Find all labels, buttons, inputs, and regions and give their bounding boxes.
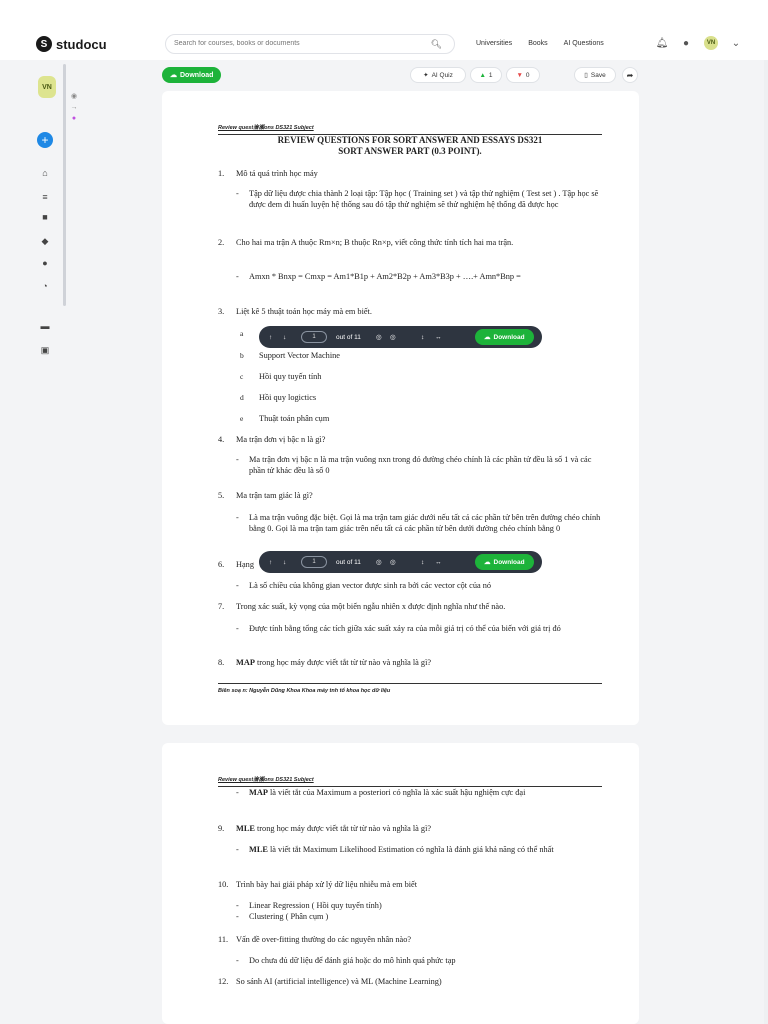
sidebar-avatar[interactable]: VN [38, 76, 56, 98]
main-scrollbar[interactable] [764, 60, 768, 1024]
groups-icon[interactable]: ● [42, 258, 48, 268]
courses-icon[interactable]: ◆ [41, 235, 49, 246]
page-nav-bar-2 [259, 551, 542, 573]
brand-name: studocu [56, 36, 107, 52]
like-button[interactable]: ▲ 1 [470, 67, 502, 83]
cloud-download-icon: ☁ [170, 72, 177, 79]
user-avatar[interactable]: VN [704, 36, 718, 50]
doc-title: REVIEW QUESTIONS FOR SORT ANSWER AND ESSAYS DS321 [277, 135, 543, 145]
document-page-2 [162, 743, 639, 1024]
document-icon[interactable]: ■ [42, 212, 48, 222]
page-count: out of 11 [336, 558, 361, 566]
left-sidebar [0, 60, 64, 1024]
dislike-button[interactable]: ▼ 0 [506, 67, 540, 83]
community-icon[interactable]: ● [682, 37, 690, 49]
search-box[interactable] [165, 34, 455, 54]
nav-ai-questions[interactable]: AI Questions [563, 40, 604, 47]
studocu-logo[interactable] [36, 36, 107, 52]
page-header: Review quest瀹瀬ons DS321 Subject [218, 123, 602, 135]
doc-subtitle: SORT ANSWER PART (0.3 POINT). [338, 145, 482, 156]
add-icon[interactable]: + [37, 132, 53, 148]
notification-bell-icon[interactable]: 🔔︎ [655, 37, 669, 49]
search-icon[interactable]: 🔍︎ [430, 39, 442, 49]
save-button[interactable]: ▯ Save [574, 67, 616, 83]
top-bar [0, 0, 768, 60]
page-2-content: Review quest瀹瀬ons DS321 Subject - MAP là viết tắt của Maximum a posteriori có nghĩa là xác suất hậu nghiệm cực đại 9. MLE trong học máy được viết tắt từ từ nào và nghĩa là gì? - MLE là viết tắt Maximum Likelihood Estimation có nghĩa là đánh giá khả năng có thể nhất 10. Trình bày hai giải pháp xử lý dữ liệu nhiễu mà em biết - Linear Regression ( Hồi quy tuyến tính) - Clustering ( Phân cụm ) 11. Vấn đề over-fitting thường do các nguyên nhân nào? - Do chưa đủ dữ liệu để đánh giá hoặc do mô hình quá phức tạp 12. So sánh AI (artificial intelligence) và ML (Machine Learning) [218, 775, 602, 1024]
info-icon[interactable]: ◉ [70, 93, 78, 100]
page-count: out of 11 [336, 333, 361, 341]
page-footer: Biên soạ n: Nguyễn Dũng Khoa Khoa máy tnh tổ khoa học dữ liệu [218, 688, 391, 694]
download-button[interactable]: ☁ Download [162, 67, 221, 83]
arrow-up-icon[interactable]: ↑ [269, 333, 273, 341]
fit-height-icon[interactable]: ↕ [421, 558, 425, 566]
nav-universities[interactable]: Universities [476, 40, 513, 47]
zoom-in-icon[interactable]: ◎ [376, 559, 382, 566]
chevron-down-icon[interactable]: ⌄ [731, 37, 741, 49]
arrow-up-icon[interactable]: ↑ [269, 558, 273, 566]
nav-books[interactable]: Books [528, 40, 548, 47]
ai-dot-icon[interactable]: ● [71, 114, 77, 122]
fit-width-icon[interactable]: ↔ [435, 333, 442, 341]
bookmark-icon: ▯ [584, 72, 588, 79]
search-input[interactable] [174, 40, 424, 47]
float-download-button[interactable]: ☁ Download [475, 554, 534, 570]
page-number-input[interactable]: 1 [301, 331, 327, 343]
share-button[interactable] [622, 67, 638, 83]
float-download-button[interactable]: ☁ Download [475, 329, 534, 345]
top-nav [476, 40, 604, 47]
arrow-down-icon[interactable]: ↓ [283, 333, 287, 341]
thumbs-down-icon: ▼ [516, 71, 523, 79]
fit-height-icon[interactable]: ↕ [421, 333, 425, 341]
ai-quiz-button[interactable]: ✦ AI Quiz [410, 67, 466, 83]
history-icon[interactable]: ◔ [42, 281, 48, 291]
zoom-out-icon[interactable]: ◎ [390, 559, 396, 566]
top-icons [656, 36, 742, 50]
folder-icon[interactable]: ▬ [40, 321, 50, 331]
sidebar-scrollbar[interactable] [63, 64, 66, 306]
page-header: Review quest瀹瀬ons DS321 Subject [218, 775, 602, 787]
home-icon[interactable]: ⌂ [42, 168, 48, 178]
sparkle-icon: ✦ [423, 72, 429, 79]
zoom-out-icon[interactable]: ◎ [390, 334, 396, 341]
arrow-down-icon[interactable]: ↓ [283, 558, 287, 566]
logo-icon: S [36, 36, 52, 52]
cloud-download-icon: ☁ [484, 334, 491, 341]
book-icon[interactable]: ▣ [40, 344, 50, 355]
page-nav-bar [259, 326, 542, 348]
page-1-content: Review quest瀹瀬ons DS321 Subject REVIEW QUESTIONS FOR SORT ANSWER AND ESSAYS DS321 SORT ANSWER PART (0.3 POINT). 1. Mô tả quá trình học máy - Tập dữ liệu được chia thành 2 loại tập: Tập học ( Training set ) và tập thử nghiệm ( Test set ) . Tập học sẽ được đem đi huấn luyện hệ thống sau đó tập thử nghiệm sẽ thử nghiệm hệ thống đã được học 2. Cho hai ma trận A thuộc Rm×n; B thuộc Rn×p, viết công thức tính tích hai ma trận. - Amxn * Bnxp = Cmxp = Am1*B1p + Am2*B2p + Am3*B3p + ….+ Amn*Bnp = 3. Liệt kê 5 thuật toán học máy mà em biết. a b Support Vector Machine c Hồi quy tuyến tính d Hồi quy logictics e Thuật toán phân cụm 4. Ma trận đơn vị bậc n là gì? - Ma trận đơn vị bậc n là ma trận vuông nxn trong đó đường chéo chính là các phần tử đều là số 1 và các phần tử khác đều là số 0 5. Ma trận tam giác là gì? - Là ma trận vuông đặc biệt. Gọi là ma trận tam giác dưới nếu tất cả các phần tử bên trên đường chéo chính bằng 0. Gọi là ma trận tam giác trên nếu tất cả các phần tử bên dưới đường chéo chính bằng 0 6. Hạng - Là số chiều của không gian vector được sinh ra bởi các vector cột của nó 7. Trong xác suất, kỳ vọng của một biến ngẫu nhiên x được định nghĩa như thế nào. - Được tính bằng tổng các tích giữa xác suất xảy ra của mỗi giá trị có thể của biến với giá trị đó 8. MAP trong học máy được viết tắt từ từ nào và nghĩa là gì? Biên soạ n: Nguyễn Dũng Khoa Khoa máy tnh tổ khoa học dữ liệu [218, 123, 602, 723]
footer-divider [218, 683, 602, 684]
collapse-icon[interactable]: → [70, 103, 78, 111]
cloud-download-icon: ☁ [484, 559, 491, 566]
page-number-input[interactable]: 1 [301, 556, 327, 568]
fit-width-icon[interactable]: ↔ [435, 558, 442, 566]
document-page-1 [162, 91, 639, 725]
thumbs-up-icon: ▲ [479, 71, 486, 79]
zoom-in-icon[interactable]: ◎ [376, 334, 382, 341]
share-icon: ➦ [626, 70, 634, 80]
library-icon[interactable]: ≡ [42, 192, 48, 202]
